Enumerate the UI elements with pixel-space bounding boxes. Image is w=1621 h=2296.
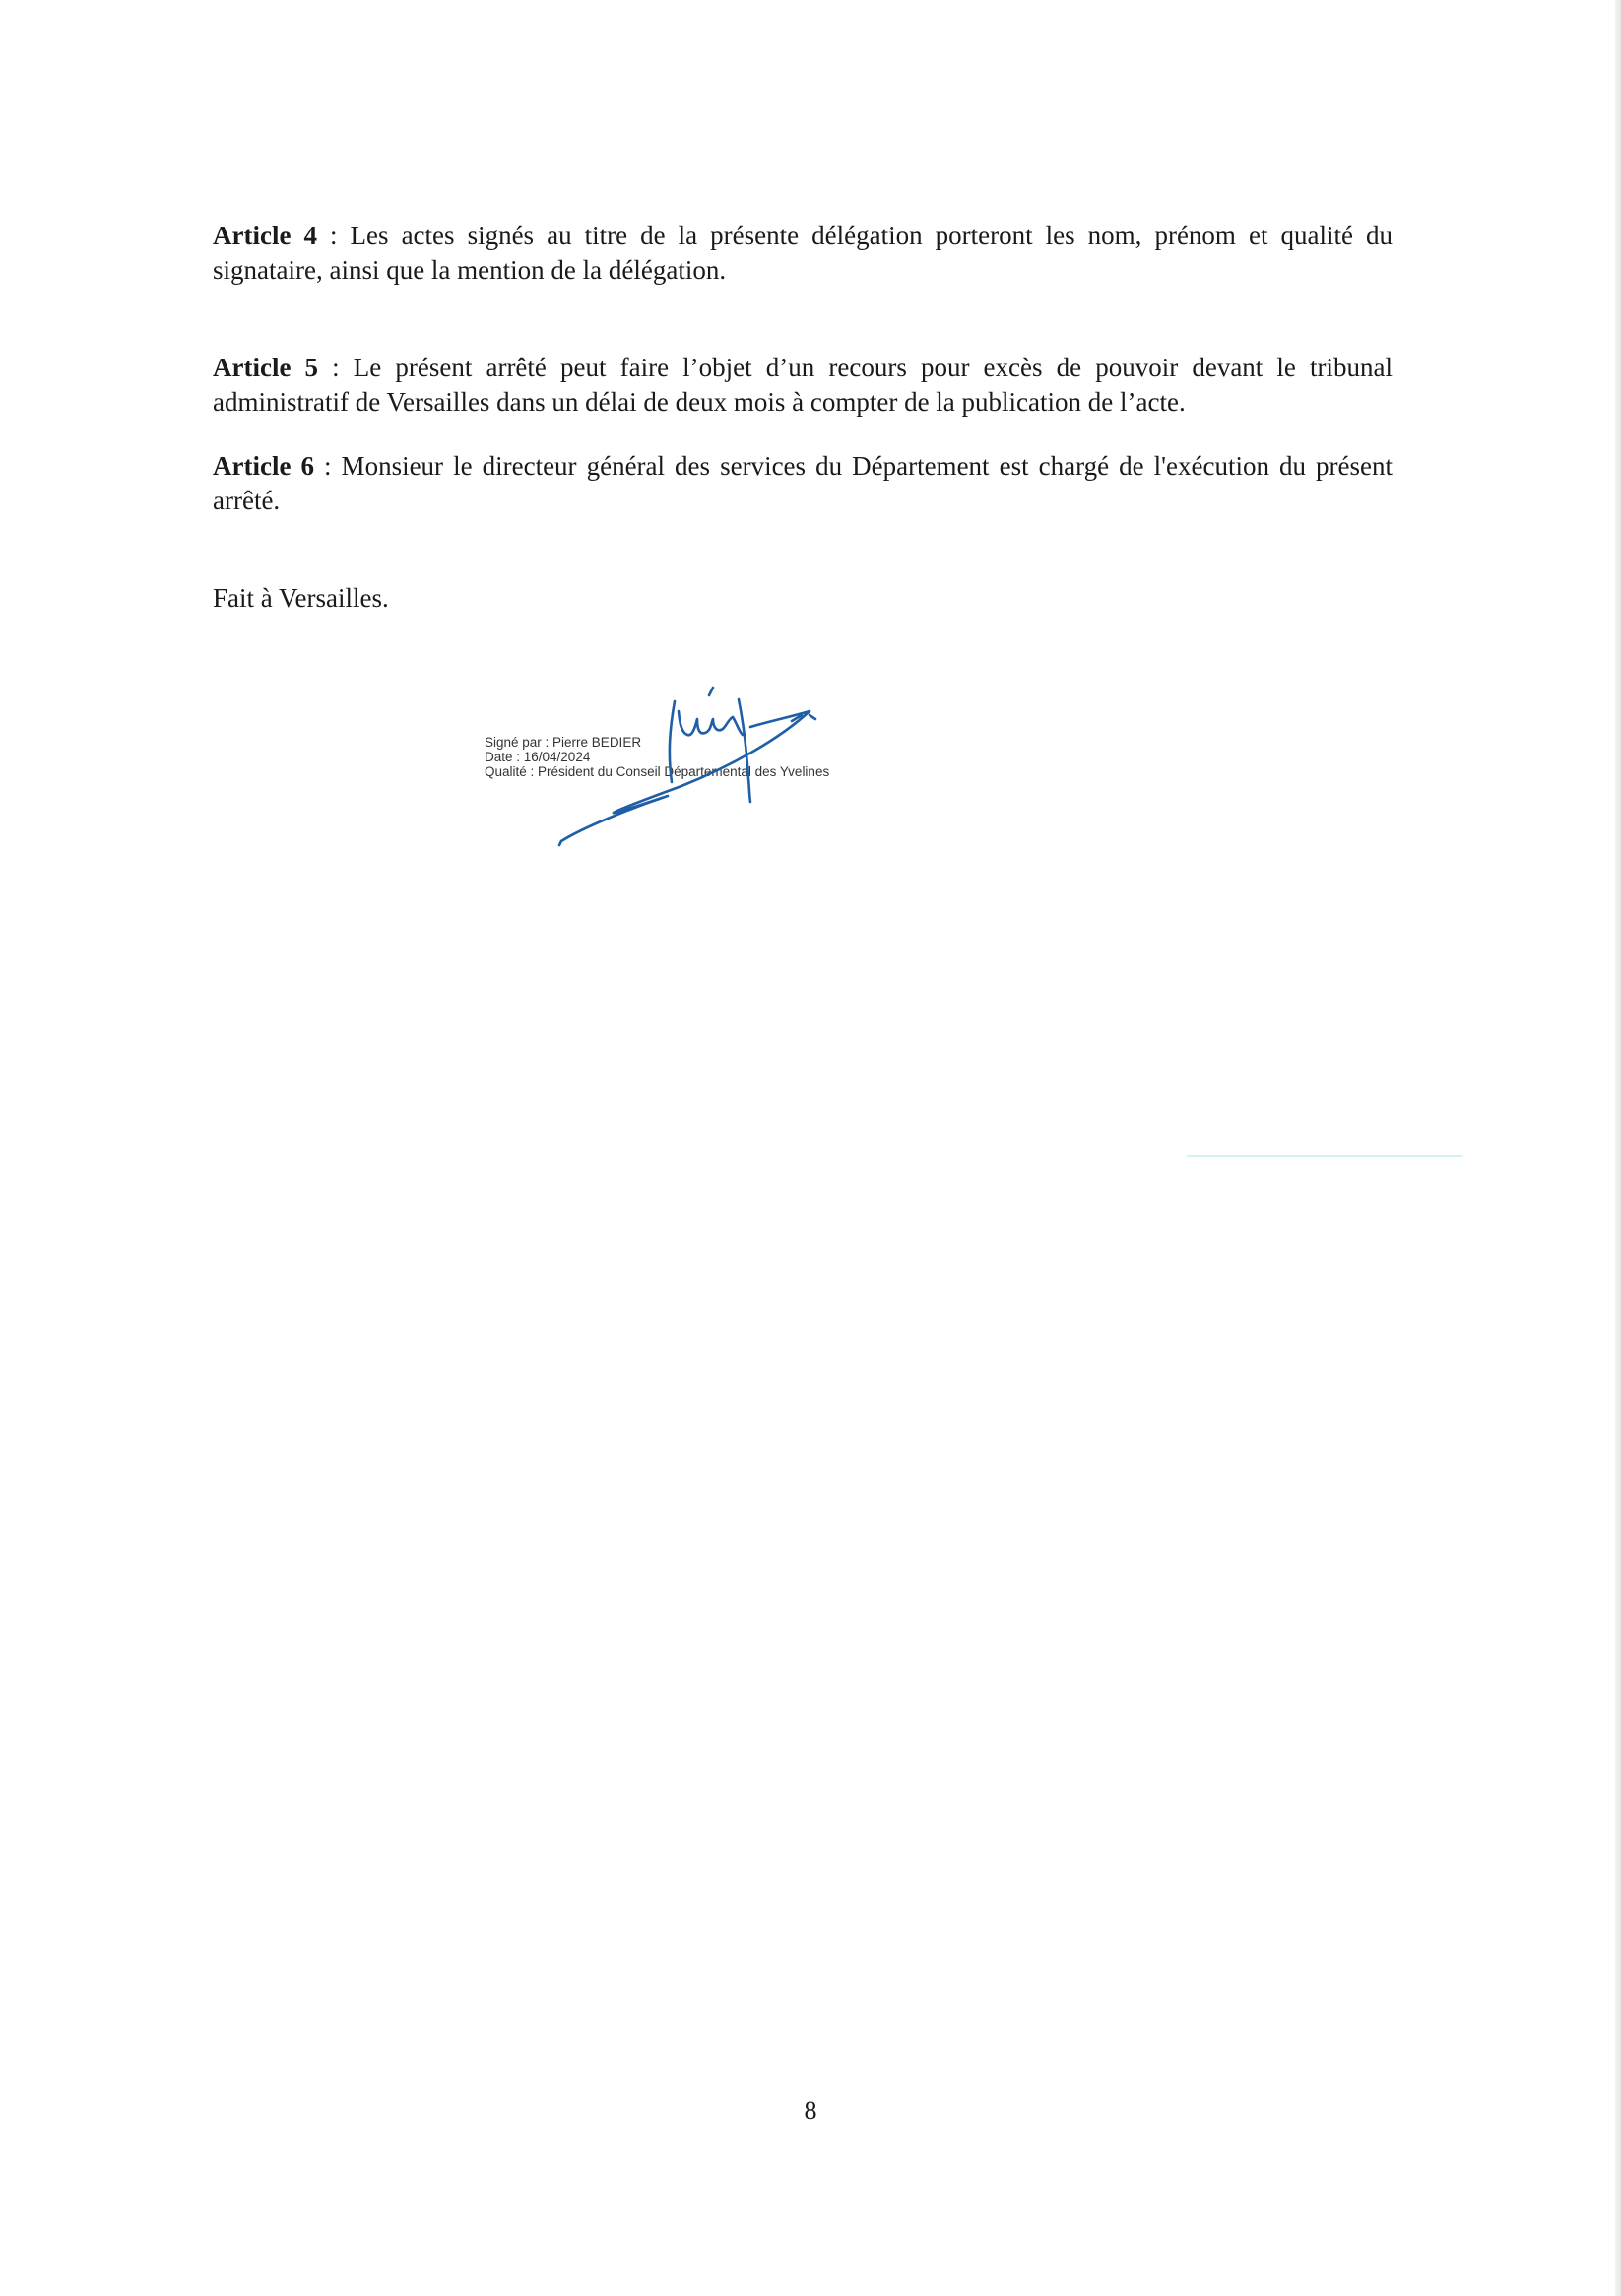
article-4-label: Article 4 bbox=[213, 221, 317, 250]
closing-place: Fait à Versailles. bbox=[213, 583, 389, 613]
article-6-paragraph bbox=[213, 449, 1393, 518]
signed-by-line: Signé par : Pierre BEDIER bbox=[485, 735, 642, 750]
page-number: 8 bbox=[804, 2096, 817, 2125]
signature-metadata bbox=[485, 735, 829, 779]
electronic-signature bbox=[485, 680, 928, 857]
article-4-paragraph bbox=[213, 219, 1393, 288]
article-6-text: : Monsieur le directeur général des services du Département est chargé de l'exécution du présent arrêté. bbox=[213, 451, 1393, 515]
page-edge bbox=[1615, 0, 1621, 2296]
article-4-text: : Les actes signés au titre de la présente délégation porteront les nom, prénom et qualité du signataire, ainsi que la mention de la délégation. bbox=[213, 221, 1393, 285]
signature-date-line: Date : 16/04/2024 bbox=[485, 750, 591, 764]
article-5-paragraph bbox=[213, 351, 1393, 420]
article-6-label: Article 6 bbox=[213, 451, 314, 481]
article-5-text: : Le présent arrêté peut faire l’objet d’un recours pour excès de pouvoir devant le tribunal administratif de Versailles dans un délai de deux mois à compter de la publication de l’acte. bbox=[213, 353, 1393, 417]
signature-quality-line: Qualité : Président du Conseil Départemental des Yvelines bbox=[485, 764, 830, 779]
article-5-label: Article 5 bbox=[213, 353, 319, 382]
scan-artifact-line bbox=[1187, 1155, 1462, 1157]
